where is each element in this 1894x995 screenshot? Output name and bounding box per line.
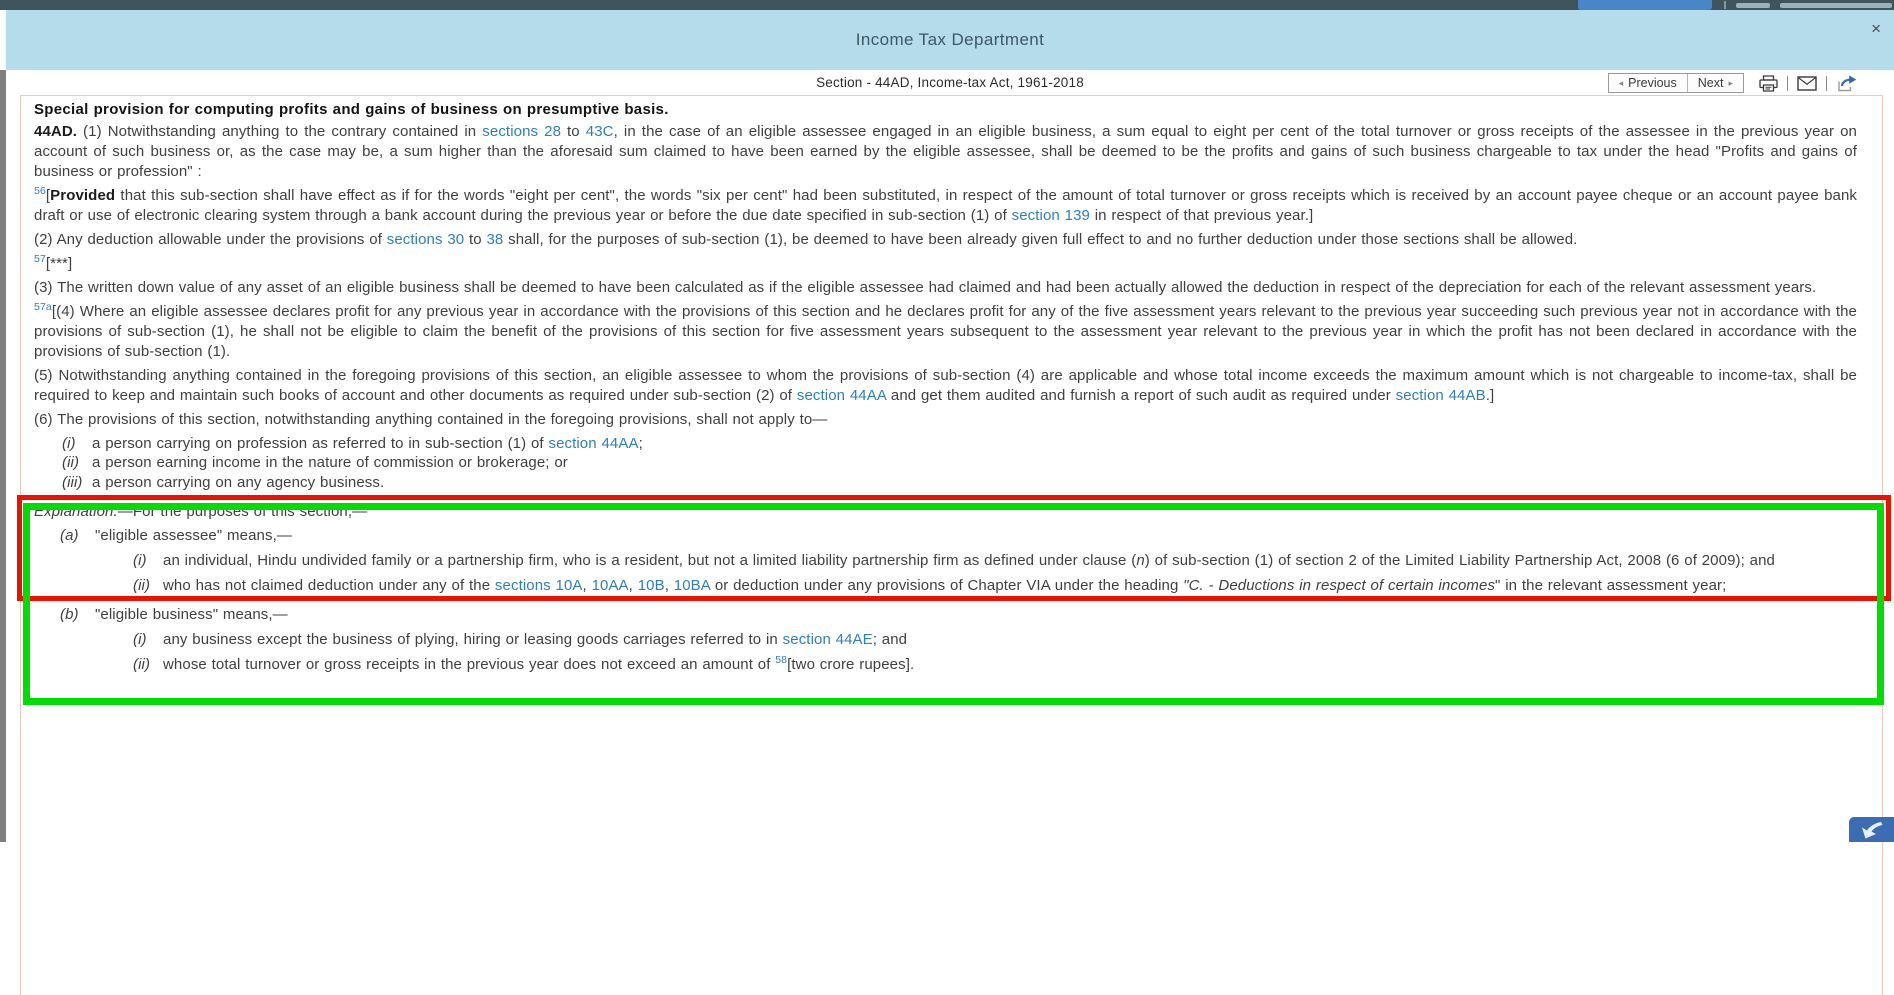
document-heading: Special provision for computing profits and gains of business on presumptive basis.: [34, 101, 669, 118]
previous-button[interactable]: [1609, 74, 1688, 92]
item-marker: (i): [62, 435, 76, 452]
next-arrow-icon: ▸: [1728, 77, 1733, 88]
section-link[interactable]: 10BA: [673, 576, 711, 594]
section-link[interactable]: 10AA: [591, 576, 629, 594]
item-marker: (ii): [133, 576, 151, 594]
doc-row: (a) "eligible assessee" means,—: [60, 526, 292, 544]
doc-row: (iii) a person carrying on any agency business.: [62, 473, 385, 491]
doc-row: (6) The provisions of this section, notwithstanding anything contained in the foregoing provisions, shall not apply to—: [34, 411, 828, 428]
modal-title: Income Tax Department: [855, 30, 1045, 49]
section-link[interactable]: section 44AA: [796, 387, 887, 404]
email-icon[interactable]: [1797, 76, 1817, 91]
footnote-ref[interactable]: 57: [34, 253, 46, 265]
next-label: Next: [1697, 76, 1724, 90]
item-marker: (iii): [62, 473, 83, 491]
document-title: Section - 44AD, Income-tax Act, 1961-2018: [816, 75, 1084, 90]
toolbar-controls: [1608, 72, 1857, 94]
section-link[interactable]: 10B: [637, 576, 665, 594]
item-marker: (b): [60, 605, 79, 623]
background-button[interactable]: [1578, 0, 1712, 10]
doc-row: (3) The written down value of any asset of an eligible business shall be deemed to have been calculated as if the eligible assessee had claimed and had been actually allowed the deduction in respect of the depreciation for each of the relevant assessment years.: [34, 279, 1817, 296]
doc-row: $^{57a}$[(4) Where an eligible assessee declares profit for any previous year in accordance with the provisions of this section and he declares profit for any of the five assessment years relevant to the previous year succeeding such previous year not in accordance with the provisions of sub-section (1), he shall not be eligible to claim the benefit of the provisions of this section for five assessment years subsequent to the assessment year relevant to the previous year in which the profit has not been declared in accordance with the provisions of sub-section (1).: [34, 301, 1857, 360]
floating-arrow-button[interactable]: [1849, 817, 1894, 842]
document-toolbar: [6, 70, 1894, 95]
doc-row: (ii) who has not claimed deduction under any of the sections 10A, 10AA, 10B, 10BA or deduction under any provisions of Chapter VIA under the heading "C. - Deductions in respect of certain incomes" in the relevant assessment year;: [133, 576, 1727, 594]
footnote-ref[interactable]: 58: [775, 653, 788, 666]
doc-row: (ii) whose total turnover or gross receipts in the previous year does not exceed an amount of $^{58}$[two crore rupees].: [133, 653, 915, 673]
doc-row: (i) an individual, Hindu undivided family or a partnership firm, who is a resident, but not a limited liability partnership firm as defined under clause (n) of sub-section (1) of section 2 of the Limited Liability Partnership Act, 2008 (6 of 2009); and: [133, 551, 1775, 569]
section-link[interactable]: section 139: [1011, 207, 1090, 224]
printer-icon[interactable]: [1759, 75, 1778, 92]
section-link[interactable]: 38: [486, 231, 504, 248]
item-marker: (ii): [62, 454, 80, 472]
background-blurred-text: [1780, 3, 1892, 8]
background-topbar: [0, 0, 1894, 10]
doc-row: (2) Any deduction allowable under the provisions of sections 30 to 38 shall, for the purposes of sub-section (1), be deemed to have been already given full effect to and no further deduction under those sections shall be allowed.: [34, 231, 1578, 248]
doc-row: (b) "eligible business" means,—: [60, 605, 288, 623]
doc-row: $^{57}$[***]: [34, 253, 73, 272]
previous-arrow-icon: ◂: [1618, 77, 1624, 88]
section-link[interactable]: section 44AA: [548, 435, 639, 452]
section-link[interactable]: section 44AE: [782, 630, 873, 648]
item-marker: (i): [133, 551, 147, 569]
explanation-part-b: [34, 605, 1857, 675]
footnote-ref[interactable]: 56: [34, 185, 46, 197]
previous-label: Previous: [1628, 76, 1677, 90]
doc-row: (5) Notwithstanding anything contained in the foregoing provisions of this section, an eligible assessee to whom the provisions of sub-section (4) are applicable and whose total income exceeds the maximum amount which is not chargeable to income-tax, shall be required to keep and maintain such books of account and other documents as required under sub-section (2) of section 44AA and get them audited and furnish a report of such audit as required under section 44AB.]: [34, 367, 1857, 404]
doc-row: Explanation.—For the purposes of this section,—: [34, 502, 368, 520]
doc-row: $^{56}$[Provided that this sub-section shall have effect as if for the words "eight per cent", the words "six per cent" had been substituted, in respect of the amount of total turnover or gross receipts which is received by an account payee cheque or an account payee bank draft or use of electronic clearing system through a bank account during the previous year or before the due date specified in sub-section (1) of section 139 in respect of that previous year.]: [34, 185, 1857, 224]
item-marker: (i): [133, 630, 147, 648]
section-link[interactable]: sections 30: [386, 231, 465, 248]
section-link[interactable]: section 44AB: [1395, 387, 1486, 404]
section-link[interactable]: 43C: [585, 123, 614, 140]
item-marker: (ii): [133, 655, 151, 673]
pagination-group: [1608, 73, 1744, 93]
doc-row: (ii) a person earning income in the nature of commission or brokerage; or: [62, 454, 568, 472]
share-icon[interactable]: [1836, 75, 1857, 92]
close-icon[interactable]: ×: [1871, 19, 1881, 38]
background-divider: [1724, 1, 1726, 9]
next-button[interactable]: [1688, 74, 1743, 92]
down-left-arrow-icon: [1859, 820, 1885, 839]
section-link[interactable]: sections 10A: [494, 576, 583, 594]
explanation-part-a: [34, 502, 1857, 596]
doc-row: (i) a person carrying on profession as referred to in sub-section (1) of section 44AA;: [62, 435, 643, 452]
page-left-edge: [0, 70, 6, 842]
item-marker: (a): [60, 526, 79, 544]
doc-row: 44AD. (1) Notwithstanding anything to the contrary contained in sections 28 to 43C, in the case of an eligible assessee engaged in an eligible business, a sum equal to eight per cent of the total turnover or gross receipts of the assessee in the previous year on account of such business or, as the case may be, a sum higher than the aforesaid sum claimed to have been earned by the eligible assessee, shall be deemed to be the profits and gains of such business chargeable to tax under the head "Profits and gains of business or profession" :: [34, 123, 1857, 180]
toolbar-separator: [1787, 76, 1788, 91]
doc-row: (i) any business except the business of plying, hiring or leasing goods carriages referred to in section 44AE; and: [133, 630, 908, 648]
document-main: [34, 100, 1857, 492]
toolbar-separator: [1826, 76, 1827, 91]
section-link[interactable]: sections 28: [482, 123, 562, 140]
background-blurred-text: [1736, 3, 1770, 8]
document-scroll-area[interactable]: [20, 95, 1883, 995]
modal-header: [6, 10, 1894, 70]
footnote-ref[interactable]: 57a: [34, 301, 52, 313]
